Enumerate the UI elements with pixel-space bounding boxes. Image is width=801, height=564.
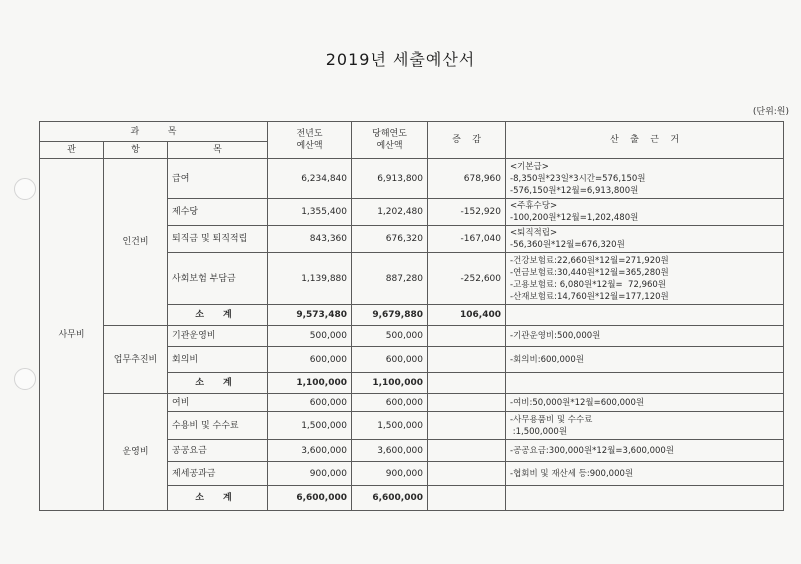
basis-line: <주휴수당> (510, 201, 558, 211)
subtotal-diff (428, 486, 506, 511)
mok-cell: 사회보험 부담금 (168, 253, 268, 305)
header-basis: 산 출 근 거 (506, 122, 784, 159)
prev-cell: 3,600,000 (268, 440, 352, 462)
basis-line: -56,360원*12월=676,320원 (510, 240, 625, 250)
basis-cell: -기관운영비:500,000원 (506, 326, 784, 347)
prev-cell: 6,234,840 (268, 159, 352, 199)
header-gwan: 관 (40, 142, 104, 159)
basis-line: -연금보험료:30,440원*12월=365,280원 (510, 267, 669, 278)
basis-cell (506, 253, 784, 305)
curr-cell: 1,500,000 (352, 412, 428, 440)
subtotal-prev: 9,573,480 (268, 305, 352, 326)
basis-line: -100,200원*12월=1,202,480원 (510, 213, 639, 223)
prev-cell: 900,000 (268, 462, 352, 486)
diff-cell (428, 440, 506, 462)
hang-cell: 인건비 (104, 159, 168, 326)
diff-cell (428, 326, 506, 347)
basis-cell (506, 412, 784, 440)
basis-line: <퇴직적립> (510, 228, 558, 238)
basis-cell (506, 305, 784, 326)
mok-cell: 여비 (168, 394, 268, 412)
subtotal-label: 소 계 (168, 486, 268, 511)
mok-cell: 기관운영비 (168, 326, 268, 347)
mok-cell: 제수당 (168, 199, 268, 226)
basis-cell: -여비:50,000원*12월=600,000원 (506, 394, 784, 412)
subtotal-diff: 106,400 (428, 305, 506, 326)
curr-cell: 600,000 (352, 394, 428, 412)
table-row (40, 159, 784, 199)
curr-cell: 6,913,800 (352, 159, 428, 199)
header-mok: 목 (168, 142, 268, 159)
basis-line: -산재보험료:14,760원*12월=177,120원 (510, 291, 669, 302)
basis-cell: -협회비 및 재산세 등:900,000원 (506, 462, 784, 486)
basis-cell (506, 373, 784, 394)
basis-line: -8,350원*23일*3시간=576,150원 (510, 173, 646, 184)
mok-cell: 급여 (168, 159, 268, 199)
budget-table (39, 121, 784, 511)
curr-cell: 900,000 (352, 462, 428, 486)
header-prev-budget: 전년도 예산액 (268, 122, 352, 159)
basis-line: -고용보험료: 6,080원*12월= 72,960원 (510, 279, 667, 290)
curr-cell: 676,320 (352, 226, 428, 253)
diff-cell (428, 347, 506, 373)
mok-cell: 수용비 및 수수료 (168, 412, 268, 440)
diff-cell: -252,600 (428, 253, 506, 305)
curr-cell: 887,280 (352, 253, 428, 305)
diff-cell: 678,960 (428, 159, 506, 199)
header-curr-budget: 당해연도 예산액 (352, 122, 428, 159)
basis-line: -사무용품비 및 수수료 (510, 414, 593, 425)
hang-cell: 업무추진비 (104, 326, 168, 394)
header-hang: 항 (104, 142, 168, 159)
basis-cell (506, 226, 784, 253)
punch-hole (14, 368, 36, 390)
subtotal-curr: 1,100,000 (352, 373, 428, 394)
diff-cell: -152,920 (428, 199, 506, 226)
prev-cell: 843,360 (268, 226, 352, 253)
hang-cell: 운영비 (104, 394, 168, 511)
basis-cell (506, 159, 784, 199)
prev-cell: 1,139,880 (268, 253, 352, 305)
gwan-cell: 사무비 (40, 159, 104, 511)
curr-cell: 1,202,480 (352, 199, 428, 226)
prev-cell: 1,500,000 (268, 412, 352, 440)
basis-cell (506, 199, 784, 226)
table-row (40, 326, 784, 347)
basis-line: :1,500,000원 (510, 426, 568, 437)
curr-cell: 500,000 (352, 326, 428, 347)
basis-line: -576,150원*12월=6,913,800원 (510, 185, 639, 196)
prev-cell: 1,355,400 (268, 199, 352, 226)
subtotal-diff (428, 373, 506, 394)
basis-line: <기본급> (510, 161, 549, 172)
subtotal-prev: 1,100,000 (268, 373, 352, 394)
diff-cell (428, 412, 506, 440)
header-diff: 증 감 (428, 122, 506, 159)
diff-cell (428, 394, 506, 412)
mok-cell: 공공요금 (168, 440, 268, 462)
basis-cell (506, 486, 784, 511)
unit-label: (단위:원) (752, 107, 789, 117)
punch-hole (14, 178, 36, 200)
subtotal-curr: 6,600,000 (352, 486, 428, 511)
curr-cell: 3,600,000 (352, 440, 428, 462)
page-title: 2019년 세출예산서 (325, 50, 476, 69)
curr-cell: 600,000 (352, 347, 428, 373)
diff-cell (428, 462, 506, 486)
basis-line: -건강보험료:22,660원*12월=271,920원 (510, 255, 669, 266)
mok-cell: 회의비 (168, 347, 268, 373)
header-row (40, 122, 784, 142)
header-gwamok: 과 목 (40, 122, 268, 142)
mok-cell: 제세공과금 (168, 462, 268, 486)
basis-cell: -회의비:600,000원 (506, 347, 784, 373)
subtotal-label: 소 계 (168, 305, 268, 326)
prev-cell: 600,000 (268, 347, 352, 373)
prev-cell: 500,000 (268, 326, 352, 347)
prev-cell: 600,000 (268, 394, 352, 412)
mok-cell: 퇴직금 및 퇴직적립 (168, 226, 268, 253)
basis-cell: -공공요금:300,000원*12월=3,600,000원 (506, 440, 784, 462)
subtotal-prev: 6,600,000 (268, 486, 352, 511)
table-row (40, 394, 784, 412)
subtotal-label: 소 계 (168, 373, 268, 394)
subtotal-curr: 9,679,880 (352, 305, 428, 326)
diff-cell: -167,040 (428, 226, 506, 253)
